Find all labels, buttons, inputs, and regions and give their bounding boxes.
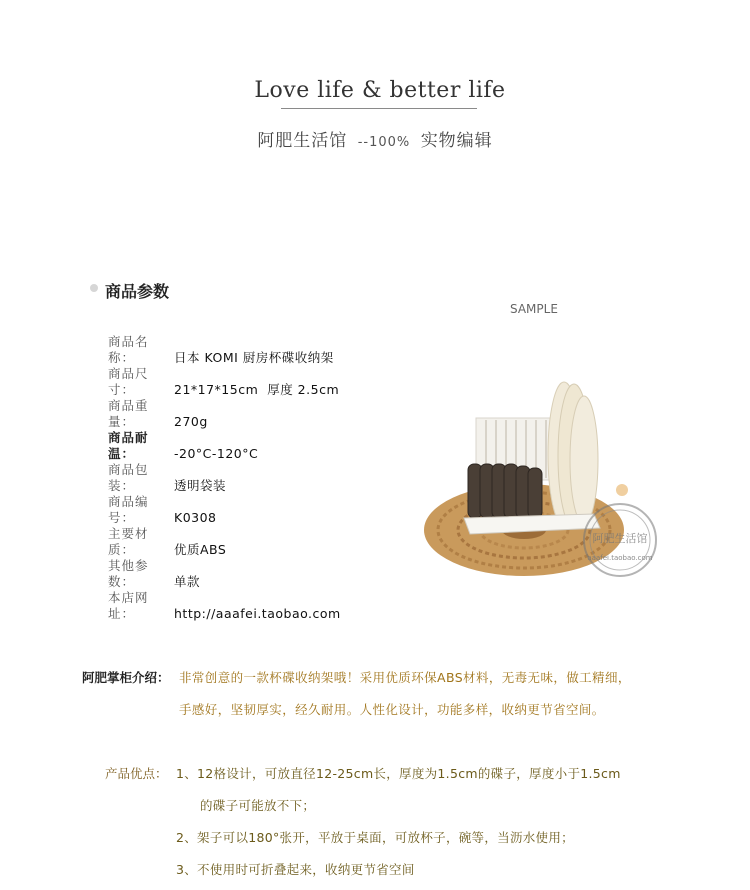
param-key: 商品尺寸： — [108, 366, 149, 397]
param-value: 21*17*15cm 厚度 2.5cm — [174, 382, 340, 397]
param-key: 主要材质： — [108, 526, 149, 557]
param-row-temperature — [108, 430, 259, 461]
param-value: K0308 — [174, 510, 217, 525]
param-row-other — [108, 558, 201, 589]
param-row-shop-url — [108, 590, 341, 621]
param-row-code — [108, 494, 217, 525]
param-value: 单款 — [174, 574, 201, 589]
param-key: 商品耐温： — [108, 430, 149, 461]
param-key: 商品编号： — [108, 494, 149, 525]
param-row-material — [108, 526, 227, 557]
param-row-name — [108, 334, 334, 365]
product-photo — [424, 368, 664, 578]
section-title: 商品参数 — [105, 282, 170, 301]
param-value: -20°C-120°C — [174, 446, 259, 461]
advantage-item-1: 1、12格设计，可放直径12-25cm长，厚度为1.5cm的碟子，厚度小于1.5cm — [176, 766, 621, 781]
section-bullet-icon — [90, 284, 98, 292]
param-value: 透明袋装 — [174, 478, 227, 493]
brand-chinese-name: 阿肥生活馆 — [257, 131, 348, 151]
param-key: 商品重量： — [108, 398, 149, 429]
sample-label: SAMPLE — [510, 302, 558, 316]
param-row-size — [108, 366, 340, 397]
shop-url-link[interactable]: http://aaafei.taobao.com — [174, 606, 341, 621]
param-row-weight — [108, 398, 208, 429]
brand-underline — [281, 108, 477, 109]
param-value: 日本 KOMI 厨房杯碟收纳架 — [174, 350, 334, 365]
intro-line-2: 手感好，坚韧厚实，经久耐用。人性化设计，功能多样，收纳更节省空间。 — [179, 702, 605, 717]
param-value: 270g — [174, 414, 208, 429]
param-value: 优质ABS — [174, 542, 227, 557]
brand-chinese-row — [0, 126, 750, 151]
intro-label: 阿肥掌柜介绍： — [82, 670, 170, 685]
param-key: 商品包装： — [108, 462, 149, 493]
advantage-item-3: 3、不使用时可折叠起来，收纳更节省空间 — [176, 862, 415, 877]
param-row-package — [108, 462, 227, 493]
brand-tagline: 实物编辑 — [420, 131, 493, 151]
watermark-shop-text: 阿肥生活馆 — [592, 532, 648, 545]
brand-english-slogan: Love life & better life — [254, 78, 506, 103]
brand-sub: --100% — [357, 135, 411, 150]
advantages-label: 产品优点： — [105, 766, 168, 781]
watermark-url-text: aaafei.taobao.com — [587, 554, 653, 562]
advantage-item-2: 2、架子可以180°张开，平放于桌面，可放杯子，碗等，当沥水使用； — [176, 830, 574, 845]
param-key: 本店网址： — [108, 590, 149, 621]
param-key: 其他参数： — [108, 558, 149, 589]
advantage-item-1-continued: 的碟子可能放不下； — [200, 798, 316, 813]
param-key: 商品名称： — [108, 334, 149, 365]
intro-line-1: 非常创意的一款杯碟收纳架哦！采用优质环保ABS材料，无毒无味，做工精细， — [179, 670, 631, 685]
